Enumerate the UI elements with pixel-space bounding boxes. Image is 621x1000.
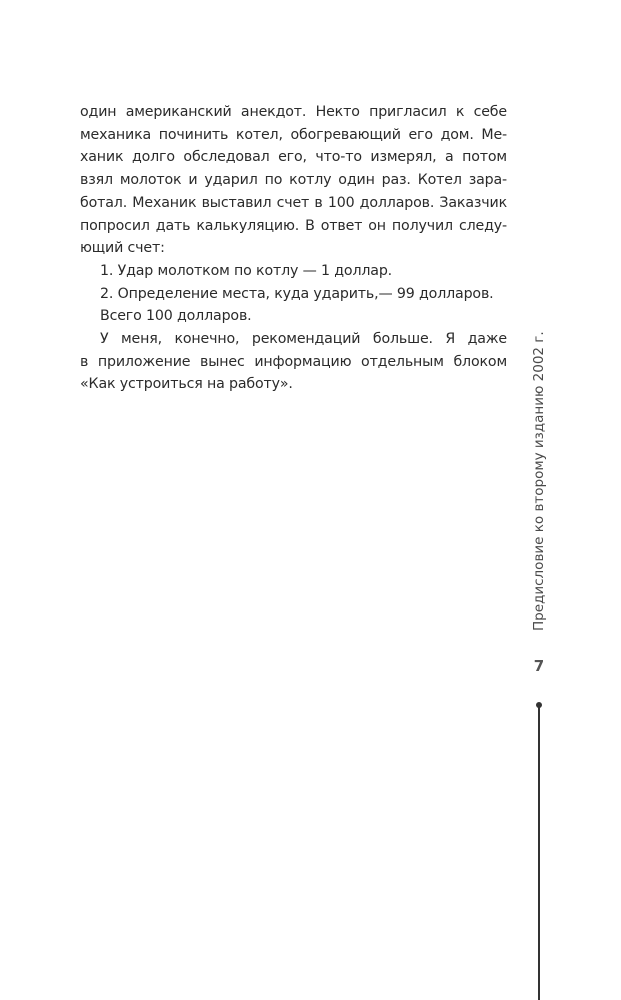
- margin-rule-line: [538, 705, 540, 1000]
- text-line: в приложение вынес информацию отдельным блоком: [80, 353, 507, 370]
- text-line: взял молоток и ударил по котлу один раз. Котел зара-: [80, 172, 507, 189]
- list-item-2: 2. Определение места, куда ударить,— 99 долларов.: [100, 285, 494, 302]
- total-line: Всего 100 долларов.: [100, 308, 252, 325]
- text-line: попросил дать калькуляцию. В ответ он получил следу-: [80, 217, 507, 234]
- text-line: ботал. Механик выставил счет в 100 долларов. Заказчик: [80, 194, 507, 211]
- running-title: Предисловие ко второму изданию 2002 г.: [531, 331, 547, 631]
- text-line: ханик долго обследовал его, что-то измерял, а потом: [80, 149, 507, 166]
- body-text: [80, 101, 507, 396]
- text-line: «Как устроиться на работу».: [80, 376, 293, 393]
- paragraph-recommendations: [80, 328, 507, 396]
- text-line: ющий счет:: [80, 240, 165, 257]
- page-number: 7: [533, 657, 545, 675]
- paragraph-anecdote: [80, 101, 507, 260]
- text-line: механика починить котел, обогревающий его дом. Ме-: [80, 126, 507, 143]
- text-line: У меня, конечно, рекомендаций больше. Я даже: [100, 331, 507, 348]
- text-line: один американский анекдот. Некто пригласил к себе: [80, 104, 507, 120]
- list-item-1: 1. Удар молотком по котлу — 1 доллар.: [100, 262, 393, 279]
